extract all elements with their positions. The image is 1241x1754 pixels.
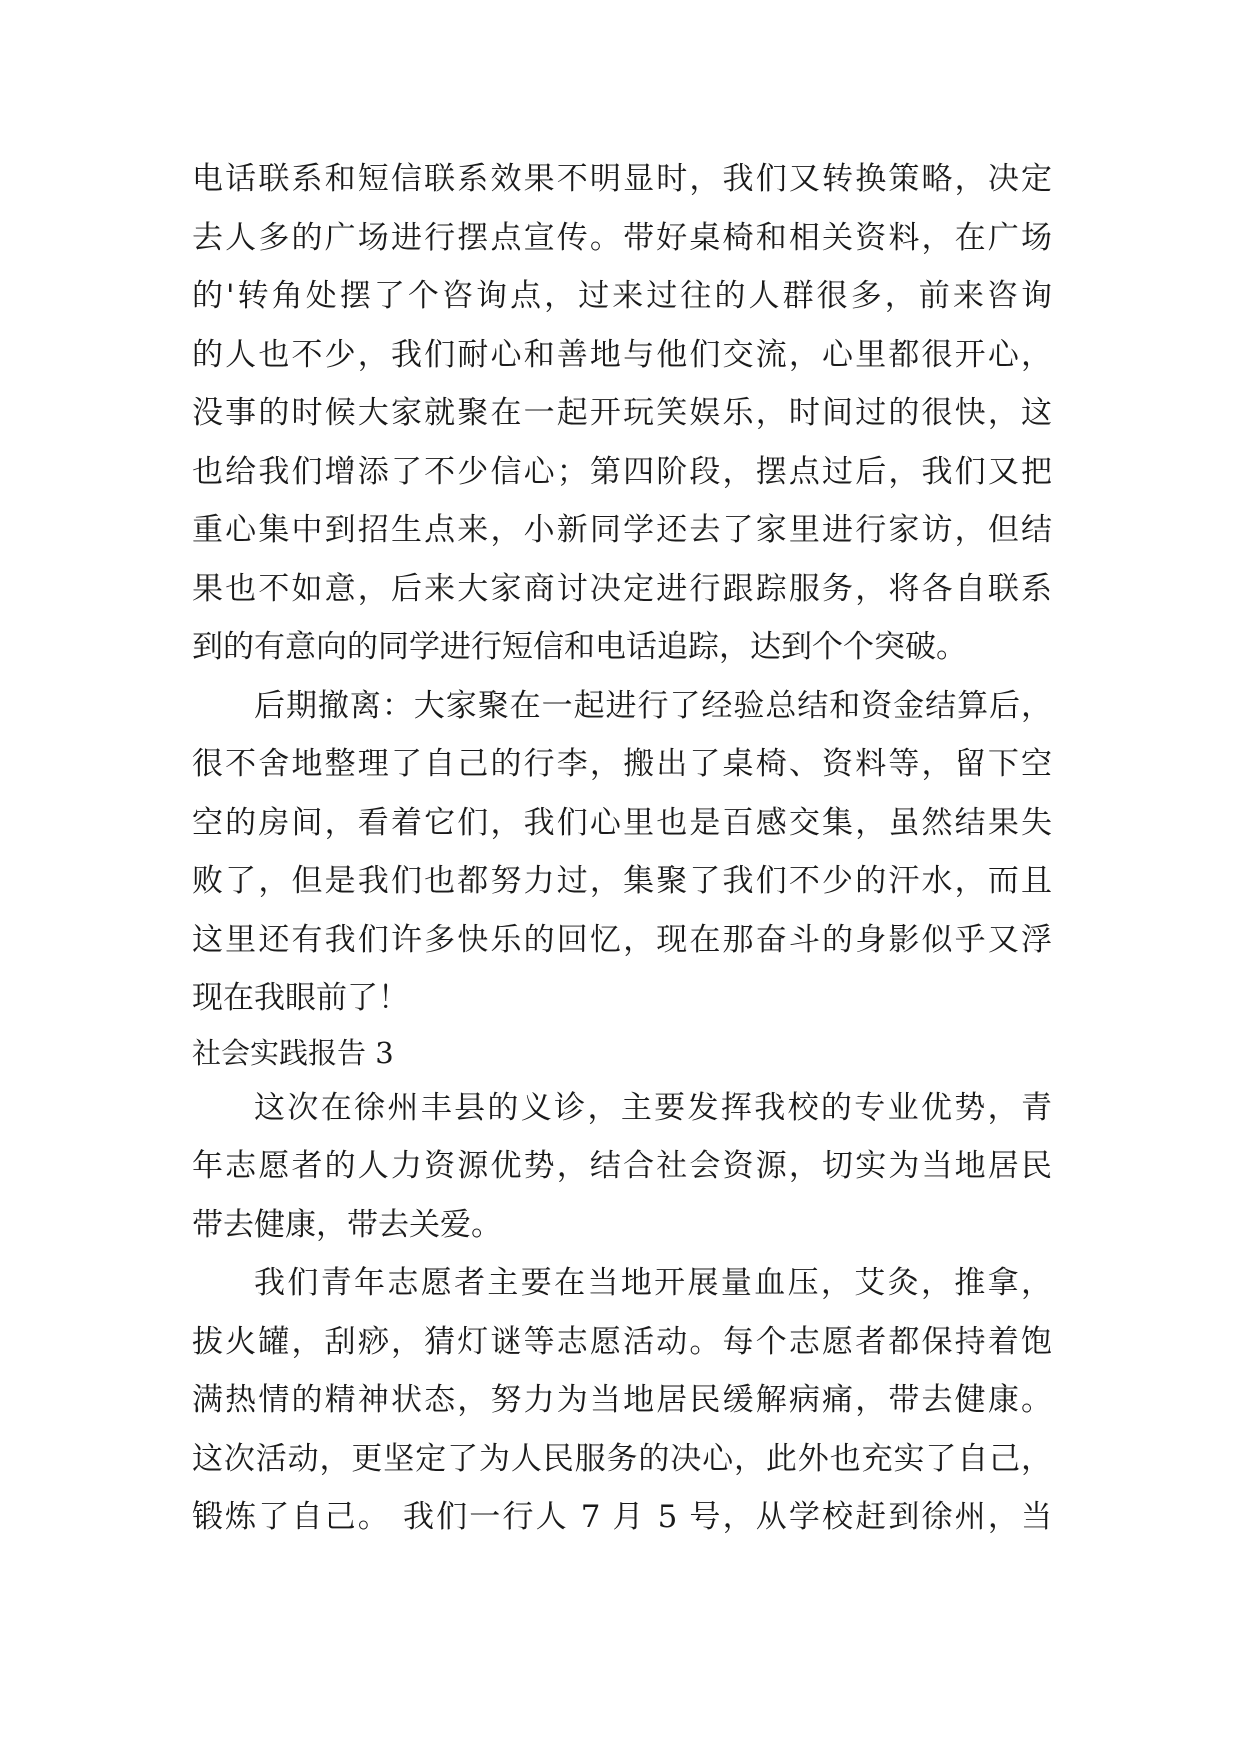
text-line: 到的有意向的同学进行短信和电话追踪，达到个个突破。	[192, 629, 967, 665]
section-title: 社会实践报告 3	[192, 1035, 394, 1070]
text-line: 也给我们增添了不少信心；第四阶段，摆点过后，我们又把	[192, 453, 1052, 490]
paragraph-1	[192, 150, 1052, 677]
text-line: 现在我眼前了！	[192, 980, 409, 1016]
text-line: 的人也不少，我们耐心和善地与他们交流，心里都很开心，	[192, 336, 1052, 373]
text-line: 我们青年志愿者主要在当地开展量血压，艾灸，推拿，	[254, 1265, 1052, 1301]
text-line: 空的房间，看着它们，我们心里也是百感交集，虽然结果失	[192, 804, 1052, 841]
text-line: 这里还有我们许多快乐的回忆，现在那奋斗的身影似乎又浮	[192, 921, 1052, 958]
text-line: 满热情的精神状态，努力为当地居民缓解病痛，带去健康。	[192, 1382, 1052, 1418]
paragraph-2	[192, 677, 1052, 1028]
document-page	[192, 150, 1052, 1547]
text-line: 电话联系和短信联系效果不明显时，我们又转换策略，决定	[192, 161, 1052, 197]
text-line: 拔火罐，刮痧，猜灯谜等志愿活动。每个志愿者都保持着饱	[192, 1323, 1052, 1360]
text-line: 带去健康，带去关爱。	[192, 1206, 502, 1243]
paragraph-4	[192, 1254, 1052, 1547]
text-line: 果也不如意，后来大家商讨决定进行跟踪服务，将各自联系	[192, 570, 1052, 607]
text-line: 锻炼了自己。 我们一行人 7 月 5 号，从学校赶到徐州，当	[192, 1499, 1052, 1535]
text-line: 很不舍地整理了自己的行李，搬出了桌椅、资料等，留下空	[192, 746, 1052, 782]
text-line: 这次在徐州丰县的义诊，主要发挥我校的专业优势，青	[254, 1089, 1052, 1126]
text-line: 没事的时候大家就聚在一起开玩笑娱乐，时间过的很快，这	[192, 395, 1052, 431]
text-line: 败了，但是我们也都努力过，集聚了我们不少的汗水，而且	[192, 863, 1052, 899]
text-line: 去人多的广场进行摆点宣传。带好桌椅和相关资料，在广场	[192, 219, 1052, 256]
paragraph-3	[192, 1079, 1052, 1255]
text-line: 这次活动，更坚定了为人民服务的决心，此外也充实了自己，	[192, 1440, 1052, 1477]
text-line: 的'转角处摆了个咨询点，过来过往的人群很多，前来咨询	[192, 278, 1052, 314]
text-line: 年志愿者的人力资源优势，结合社会资源，切实为当地居民	[192, 1148, 1052, 1184]
text-line: 重心集中到招生点来，小新同学还去了家里进行家访，但结	[192, 512, 1052, 548]
text-line: 后期撤离：大家聚在一起进行了经验总结和资金结算后，	[254, 687, 1052, 724]
